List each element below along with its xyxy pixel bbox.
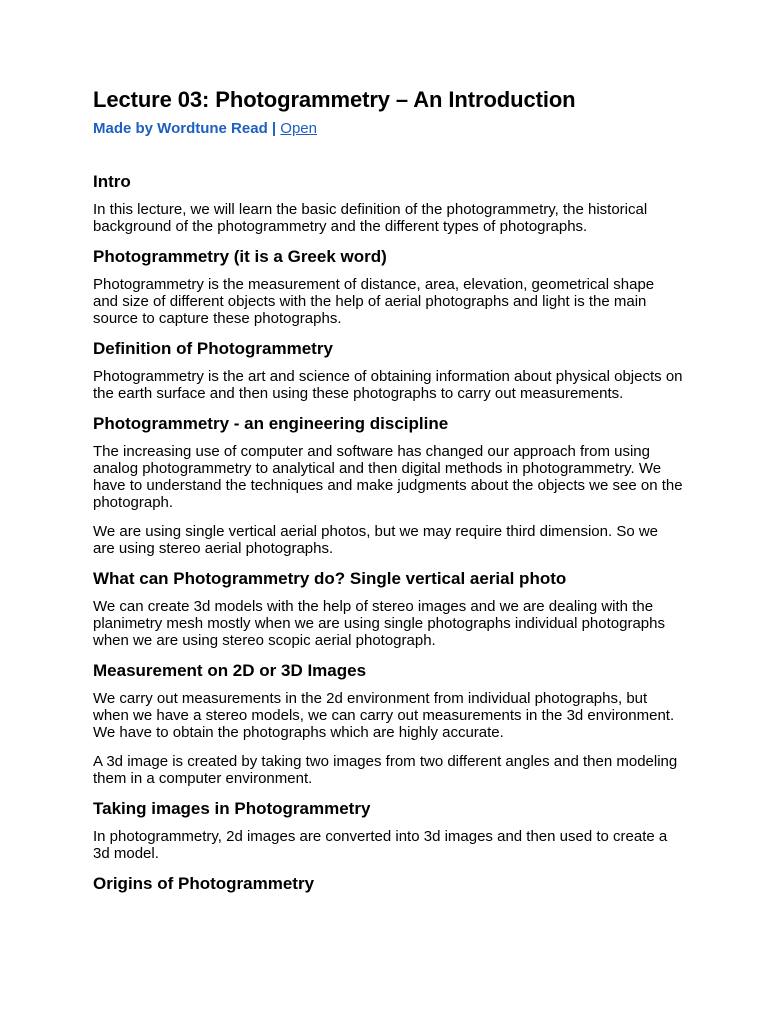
section-taking-images xyxy=(93,799,683,862)
page-title: Lecture 03: Photogrammetry – An Introduction xyxy=(93,87,576,112)
paragraph: A 3d image is created by taking two images from two different angles and then modeling them in a computer environment. xyxy=(93,753,678,787)
paragraph: We carry out measurements in the 2d environment from individual photographs, but when we have a stereo models, we can carry out measurements in the 3d environment. We have to obtain the photographs which are highly accurate. xyxy=(93,690,675,741)
section-what-can-do xyxy=(93,569,683,649)
section-intro xyxy=(93,172,683,235)
paragraph: In photogrammetry, 2d images are converted into 3d images and then used to create a 3d model. xyxy=(93,828,668,862)
byline-separator: | xyxy=(267,120,281,137)
section-heading: Origins of Photogrammetry xyxy=(93,874,315,893)
paragraph: Photogrammetry is the measurement of distance, area, elevation, geometrical shape and size of different objects with the help of aerial photographs and light is the main source to capture these photographs. xyxy=(93,276,655,327)
section-measurement xyxy=(93,661,683,787)
paragraph: In this lecture, we will learn the basic definition of the photogrammetry, the historical background of the photogrammetry and the different types of photographs. xyxy=(93,201,648,235)
section-greek-word xyxy=(93,247,683,327)
section-heading: Taking images in Photogrammetry xyxy=(93,799,371,818)
section-heading: Measurement on 2D or 3D Images xyxy=(93,661,367,680)
made-by-label: Made by Wordtune Read xyxy=(93,120,268,137)
byline xyxy=(93,120,683,138)
section-heading: Photogrammetry - an engineering discipline xyxy=(93,414,449,433)
paragraph: We can create 3d models with the help of stereo images and we are dealing with the planimetry mesh mostly when we are using single photographs individual photographs when we are using stereo scopic aerial photograph. xyxy=(93,598,665,649)
document-page xyxy=(93,86,683,903)
section-definition xyxy=(93,339,683,402)
paragraph: Photogrammetry is the art and science of obtaining information about physical objects on the earth surface and then using these photographs to carry out measurements. xyxy=(93,368,683,402)
section-heading: Intro xyxy=(93,172,131,191)
paragraph: The increasing use of computer and software has changed our approach from using analog photogrammetry to analytical and then digital methods in photogrammetry. We have to understand the techniques and make judgments about the objects we see on the photograph. xyxy=(93,443,683,511)
section-heading: Definition of Photogrammetry xyxy=(93,339,333,358)
section-heading: What can Photogrammetry do? Single vertical aerial photo xyxy=(93,569,567,588)
section-origins xyxy=(93,874,683,894)
section-engineering-discipline xyxy=(93,414,683,557)
open-link[interactable]: Open xyxy=(280,120,317,137)
section-heading: Photogrammetry (it is a Greek word) xyxy=(93,247,387,266)
paragraph: We are using single vertical aerial photos, but we may require third dimension. So we are using stereo aerial photographs. xyxy=(93,523,659,557)
